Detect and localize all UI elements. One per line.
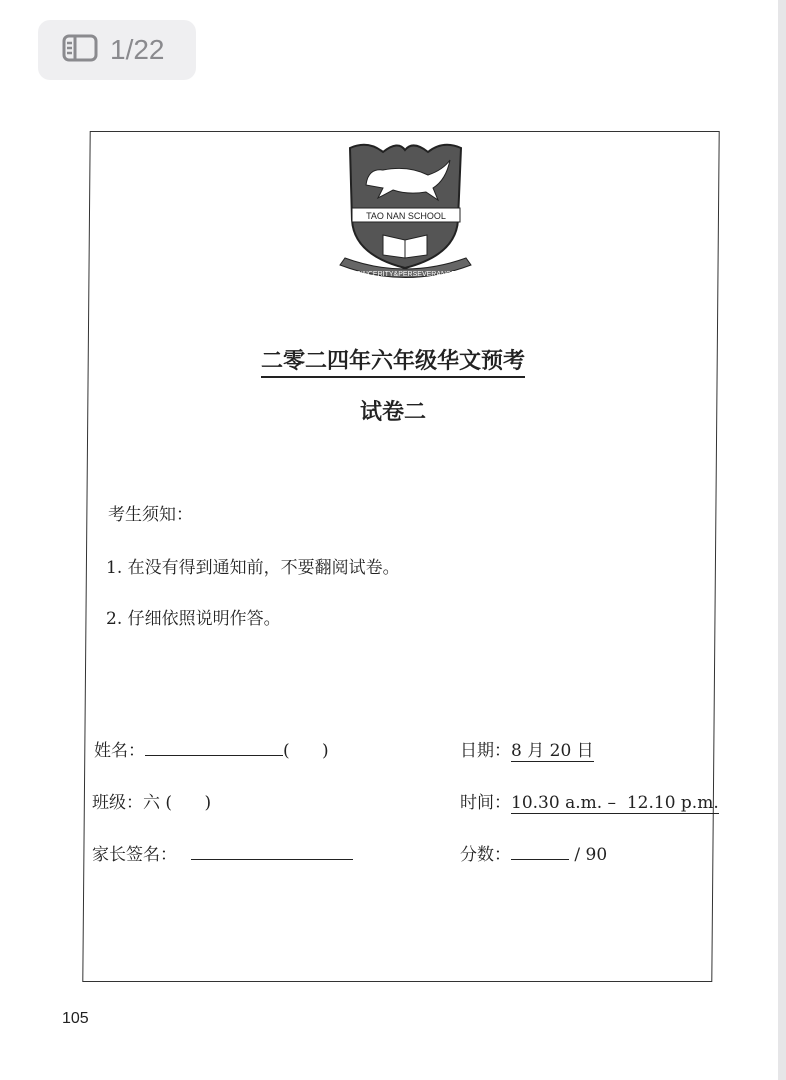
date-label: 日期： (460, 741, 511, 761)
score-label: 分数： (460, 845, 511, 865)
time-label: 时间： (460, 793, 511, 813)
instructions-heading: 考生须知： (108, 505, 193, 525)
parent-signature-field (92, 840, 353, 865)
sidebar-icon (62, 34, 98, 66)
time-value: 10.30 a.m. – 12.10 p.m. (511, 793, 719, 813)
date-value: 8 月 20 日 (511, 741, 594, 761)
class-label: 班级： (92, 793, 143, 813)
exam-title: 二零二四年六年级华文预考 (0, 344, 786, 375)
signature-blank (191, 859, 353, 860)
name-label: 姓名： (94, 741, 145, 761)
class-value: 六 ( ) (143, 793, 212, 813)
school-crest-logo (338, 140, 473, 289)
svg-text:TAO NAN SCHOOL: TAO NAN SCHOOL (366, 211, 446, 221)
class-field (92, 788, 211, 813)
svg-text:SINCERITY&PERSEVERANCE: SINCERITY&PERSEVERANCE (356, 271, 456, 278)
time-field (460, 788, 719, 813)
name-blank (145, 755, 283, 756)
name-field (94, 736, 329, 761)
score-blank (511, 859, 569, 860)
paper-title: 试卷二 (359, 399, 426, 425)
score-total: / 90 (574, 845, 608, 865)
index-number-blank: ( ) (283, 741, 329, 761)
page-indicator-button[interactable] (38, 20, 196, 80)
score-field (460, 840, 607, 865)
date-field (460, 736, 594, 761)
scrollbar-track[interactable] (778, 0, 786, 1080)
parent-signature-label: 家长签名： (92, 845, 177, 865)
instruction-item: 2. 仔细依照说明作答。 (106, 609, 281, 629)
page-number: 105 (62, 1010, 89, 1027)
page-indicator-label: 1/22 (110, 34, 165, 65)
instruction-item: 1. 在没有得到通知前，不要翻阅试卷。 (106, 558, 400, 578)
